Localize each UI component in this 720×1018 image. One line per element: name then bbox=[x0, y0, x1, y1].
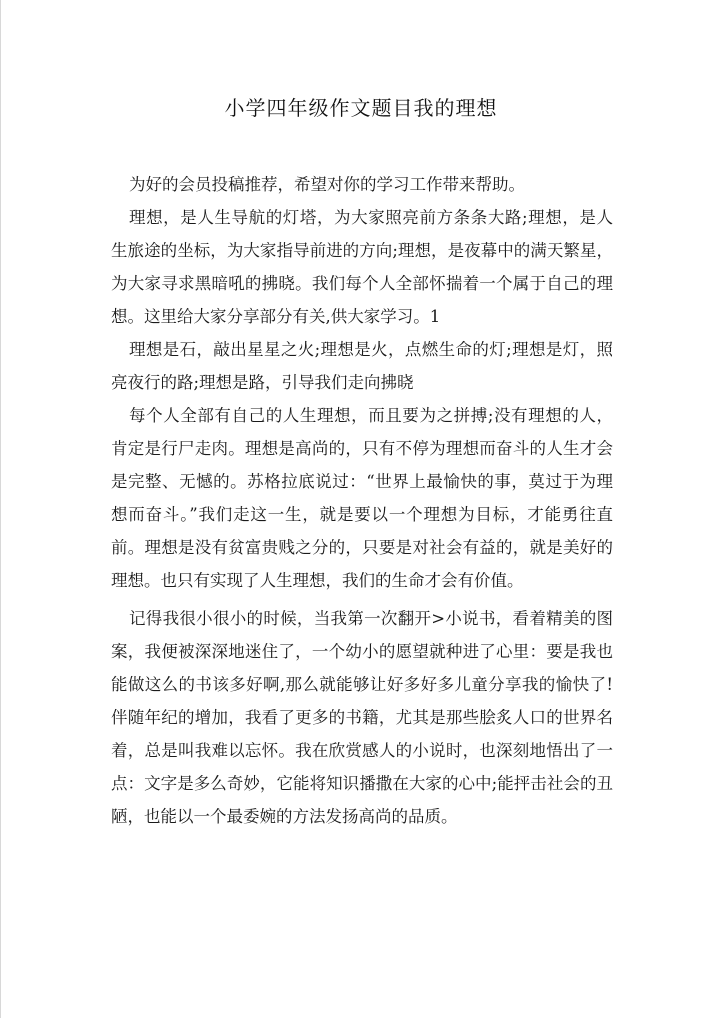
paragraph-everyone-has-ideal: 每个人全部有自己的人生理想，而且要为之拼搏;没有理想的人，肯定是行尸走肉。理想是高尚的，只有不停为理想而奋斗的人生才会是完整、无憾的。苏格拉底说过：“世界上最愉快的事，莫过于为理想而奋斗。”我们走这一生，就是要以一个理想为目标，才能勇往直前。理想是没有贫富贵贱之分的，只要是对社会有益的，就是美好的理想。也只有实现了人生理想，我们的生命才会有价值。 bbox=[111, 406, 613, 590]
paragraph-ideal-lighthouse: 理想，是人生导航的灯塔，为大家照亮前方条条大路;理想，是人生旅途的坐标，为大家指导前进的方向;理想，是夜幕中的满天繁星，为大家寻求黑暗吼的拂晓。我们每个人全部怀揣着一个属于自己的理想。这里给大家分享部分有关,供大家学习。1 bbox=[111, 208, 613, 326]
document-body bbox=[111, 168, 613, 833]
paragraph-childhood-memory: 记得我很小很小的时候，当我第一次翻开>小说书，看着精美的图案，我便被深深地迷住了，一个幼小的愿望就种进了心里：要是我也能做这么的书该多好啊,那么就能够让好多好多儿童分享我的愉快了!伴随年纪的增加，我看了更多的书籍，尤其是那些脍炙人口的世界名着，总是叫我难以忘怀。我在欣赏感人的小说时，也深刻地悟出了一点：文字是多么奇妙，它能将知识播撒在大家的心中;能抨击社会的丑陋，也能以一个最委婉的方法发扬高尚的品质。 bbox=[111, 609, 613, 826]
paragraph-intro: 为好的会员投稿推荐，希望对你的学习工作带来帮助。 bbox=[129, 175, 525, 194]
paragraph-ideal-stone: 理想是石，敲出星星之火;理想是火，点燃生命的灯;理想是灯，照亮夜行的路;理想是路，引导我们走向拂晓 bbox=[111, 340, 613, 392]
document-title: 小学四年级作文题目我的理想 bbox=[224, 96, 498, 120]
